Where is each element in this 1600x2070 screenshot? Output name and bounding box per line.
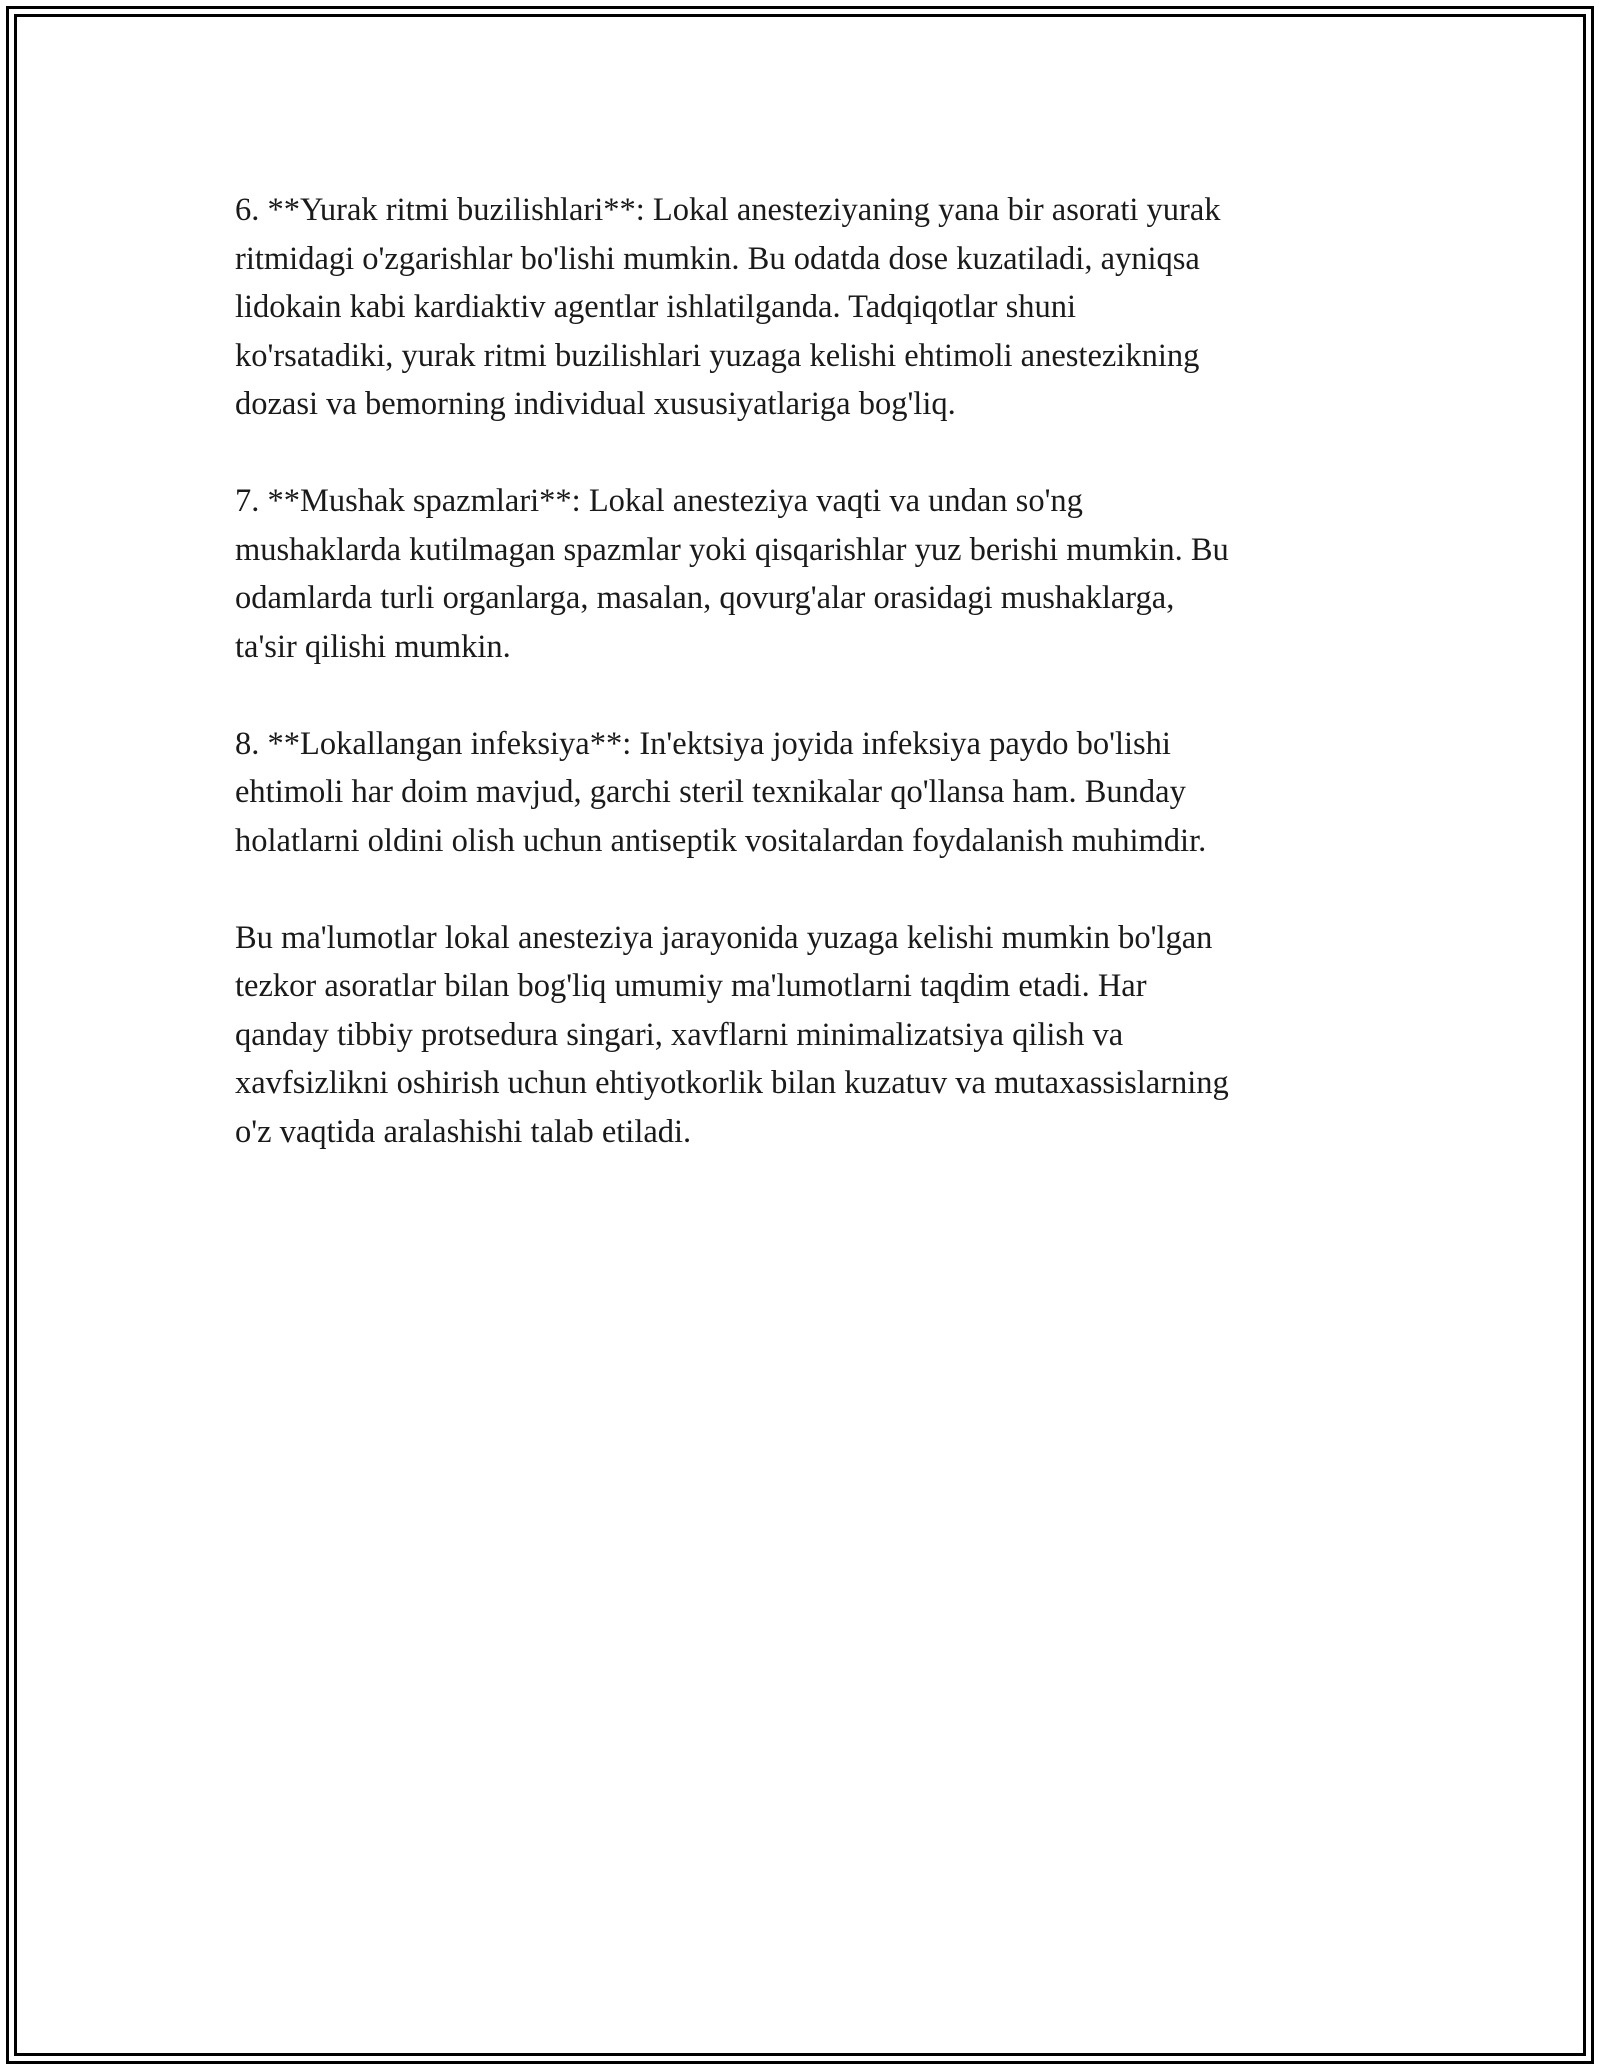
text-line: mushaklarda kutilmagan spazmlar yoki qisqarishlar yuz berishi mumkin. Bu xyxy=(235,531,1229,568)
text-line: xavfsizlikni oshirish uchun ehtiyotkorlik bilan kuzatuv va mutaxassislarning xyxy=(235,1065,1229,1101)
text-line: 6. **Yurak ritmi buzilishlari**: Lokal anesteziyaning yana bir asorati yurak xyxy=(235,192,1221,228)
paragraph-muscle-spasms xyxy=(235,477,1365,671)
paragraph-heart-rhythm xyxy=(235,186,1365,429)
text-line: lidokain kabi kardiaktiv agentlar ishlatilganda. Tadqiqotlar shuni xyxy=(235,289,1077,325)
text-line: dozasi va bemorning individual xususiyatlariga bog'liq. xyxy=(235,386,956,422)
text-line: tezkor asoratlar bilan bog'liq umumiy ma'lumotlarni taqdim etadi. Har xyxy=(235,968,1147,1004)
paragraph-local-infection xyxy=(235,720,1365,866)
text-line: holatlarni oldini olish uchun antiseptik vositalardan foydalanish muhimdir. xyxy=(235,822,1207,859)
document-body xyxy=(235,186,1365,1205)
text-line: 8. **Lokallangan infeksiya**: In'ektsiya joyida infeksiya paydo bo'lishi xyxy=(235,725,1171,762)
text-line: ritmidagi o'zgarishlar bo'lishi mumkin. Bu odatda dose kuzatiladi, ayniqsa xyxy=(235,240,1200,277)
paragraph-summary xyxy=(235,914,1365,1157)
text-line: ta'sir qilishi mumkin. xyxy=(235,628,511,665)
text-line: ehtimoli har doim mavjud, garchi steril texnikalar qo'llansa ham. Bunday xyxy=(235,774,1186,810)
text-line: odamlarda turli organlarga, masalan, qovurg'alar orasidagi mushaklarga, xyxy=(235,580,1175,616)
text-line: ko'rsatadiki, yurak ritmi buzilishlari yuzaga kelishi ehtimoli anestezikning xyxy=(235,337,1200,374)
text-line: qanday tibbiy protsedura singari, xavflarni minimalizatsiya qilish va xyxy=(235,1016,1124,1053)
text-line: 7. **Mushak spazmlari**: Lokal anesteziya vaqti va undan so'ng xyxy=(235,483,1083,519)
text-line: o'z vaqtida aralashishi talab etiladi. xyxy=(235,1113,692,1150)
text-line: Bu ma'lumotlar lokal anesteziya jarayonida yuzaga kelishi mumkin bo'lgan xyxy=(235,919,1213,956)
